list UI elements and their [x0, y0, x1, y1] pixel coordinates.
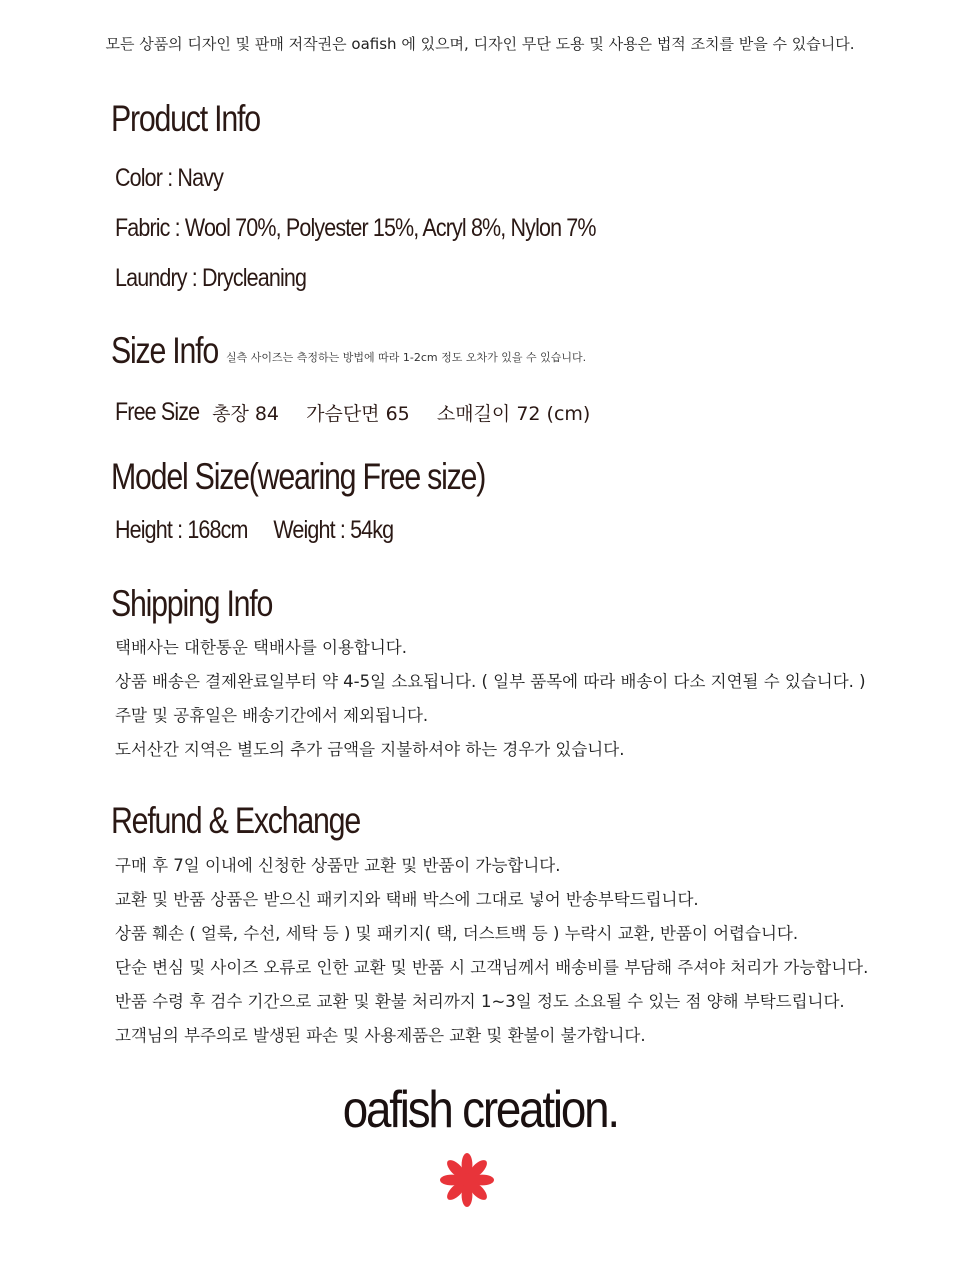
model-weight: Weight : 54kg — [273, 516, 394, 544]
product-info-title: Product Info — [111, 98, 260, 139]
brand-name: oafish creation. — [342, 1081, 618, 1139]
refund-exchange-title: Refund & Exchange — [111, 800, 360, 841]
list-item: 도서산간 지역은 별도의 추가 금액을 지불하셔야 하는 경우가 있습니다. — [115, 740, 625, 759]
list-item: 상품 배송은 결제완료일부터 약 4-5일 소요됩니다. ( 일부 품목에 따라 배송이 다소 지연될 수 있습니다. ) — [115, 672, 866, 691]
sleeve-measure: 소매길이 72 (cm) — [436, 403, 591, 425]
fabric-spec: Fabric : Wool 70%, Polyester 15%, Acryl 8%, Nylon 7% — [115, 214, 596, 242]
size-measurements — [115, 398, 608, 427]
list-item: 택배사는 대한통운 택배사를 이용합니다. — [115, 638, 407, 657]
list-item: 고객님의 부주의로 발생된 파손 및 사용제품은 교환 및 환불이 불가합니다. — [115, 1026, 646, 1045]
list-item: 상품 훼손 ( 얼룩, 수선, 세탁 등 ) 및 패키지( 택, 더스트백 등 ) 누락시 교환, 반품이 어렵습니다. — [115, 924, 799, 943]
list-item: 주말 및 공휴일은 배송기간에서 제외됩니다. — [115, 706, 429, 725]
size-info-title: Size Info — [111, 330, 218, 371]
model-measurements — [115, 516, 393, 545]
list-item: 단순 변심 및 사이즈 오류로 인한 교환 및 반품 시 고객님께서 배송비를 부담해 주셔야 처리가 가능합니다. — [115, 958, 869, 977]
length-measure: 총장 84 — [212, 403, 280, 425]
list-item: 반품 수령 후 검수 기간으로 교환 및 환불 처리까지 1~3일 정도 소요될 수 있는 점 양해 부탁드립니다. — [115, 992, 845, 1011]
laundry-spec: Laundry : Drycleaning — [115, 264, 307, 292]
size-note: 실측 사이즈는 측정하는 방법에 따라 1-2cm 정도 오차가 있을 수 있습니다. — [226, 351, 587, 364]
size-label: Free Size — [115, 398, 200, 426]
red-flower-icon — [440, 1150, 494, 1210]
copyright-notice: 모든 상품의 디자인 및 판매 저작권은 oafish 에 있으며, 디자인 무단 도용 및 사용은 법적 조치를 받을 수 있습니다. — [105, 35, 855, 53]
flower-petals — [440, 1153, 494, 1207]
list-item: 구매 후 7일 이내에 신청한 상품만 교환 및 반품이 가능합니다. — [115, 856, 561, 875]
model-height: Height : 168cm — [115, 516, 248, 544]
shipping-info-title: Shipping Info — [111, 583, 273, 624]
shipping-list — [115, 631, 866, 767]
brand-logo-text — [0, 1080, 960, 1140]
refund-list — [115, 849, 868, 1053]
model-size-title: Model Size(wearing Free size) — [111, 456, 486, 497]
color-spec: Color : Navy — [115, 164, 223, 192]
chest-measure: 가슴단면 65 — [306, 403, 410, 425]
list-item: 교환 및 반품 상품은 받으신 패키지와 택배 박스에 그대로 넣어 반송부탁드립니다. — [115, 890, 699, 909]
